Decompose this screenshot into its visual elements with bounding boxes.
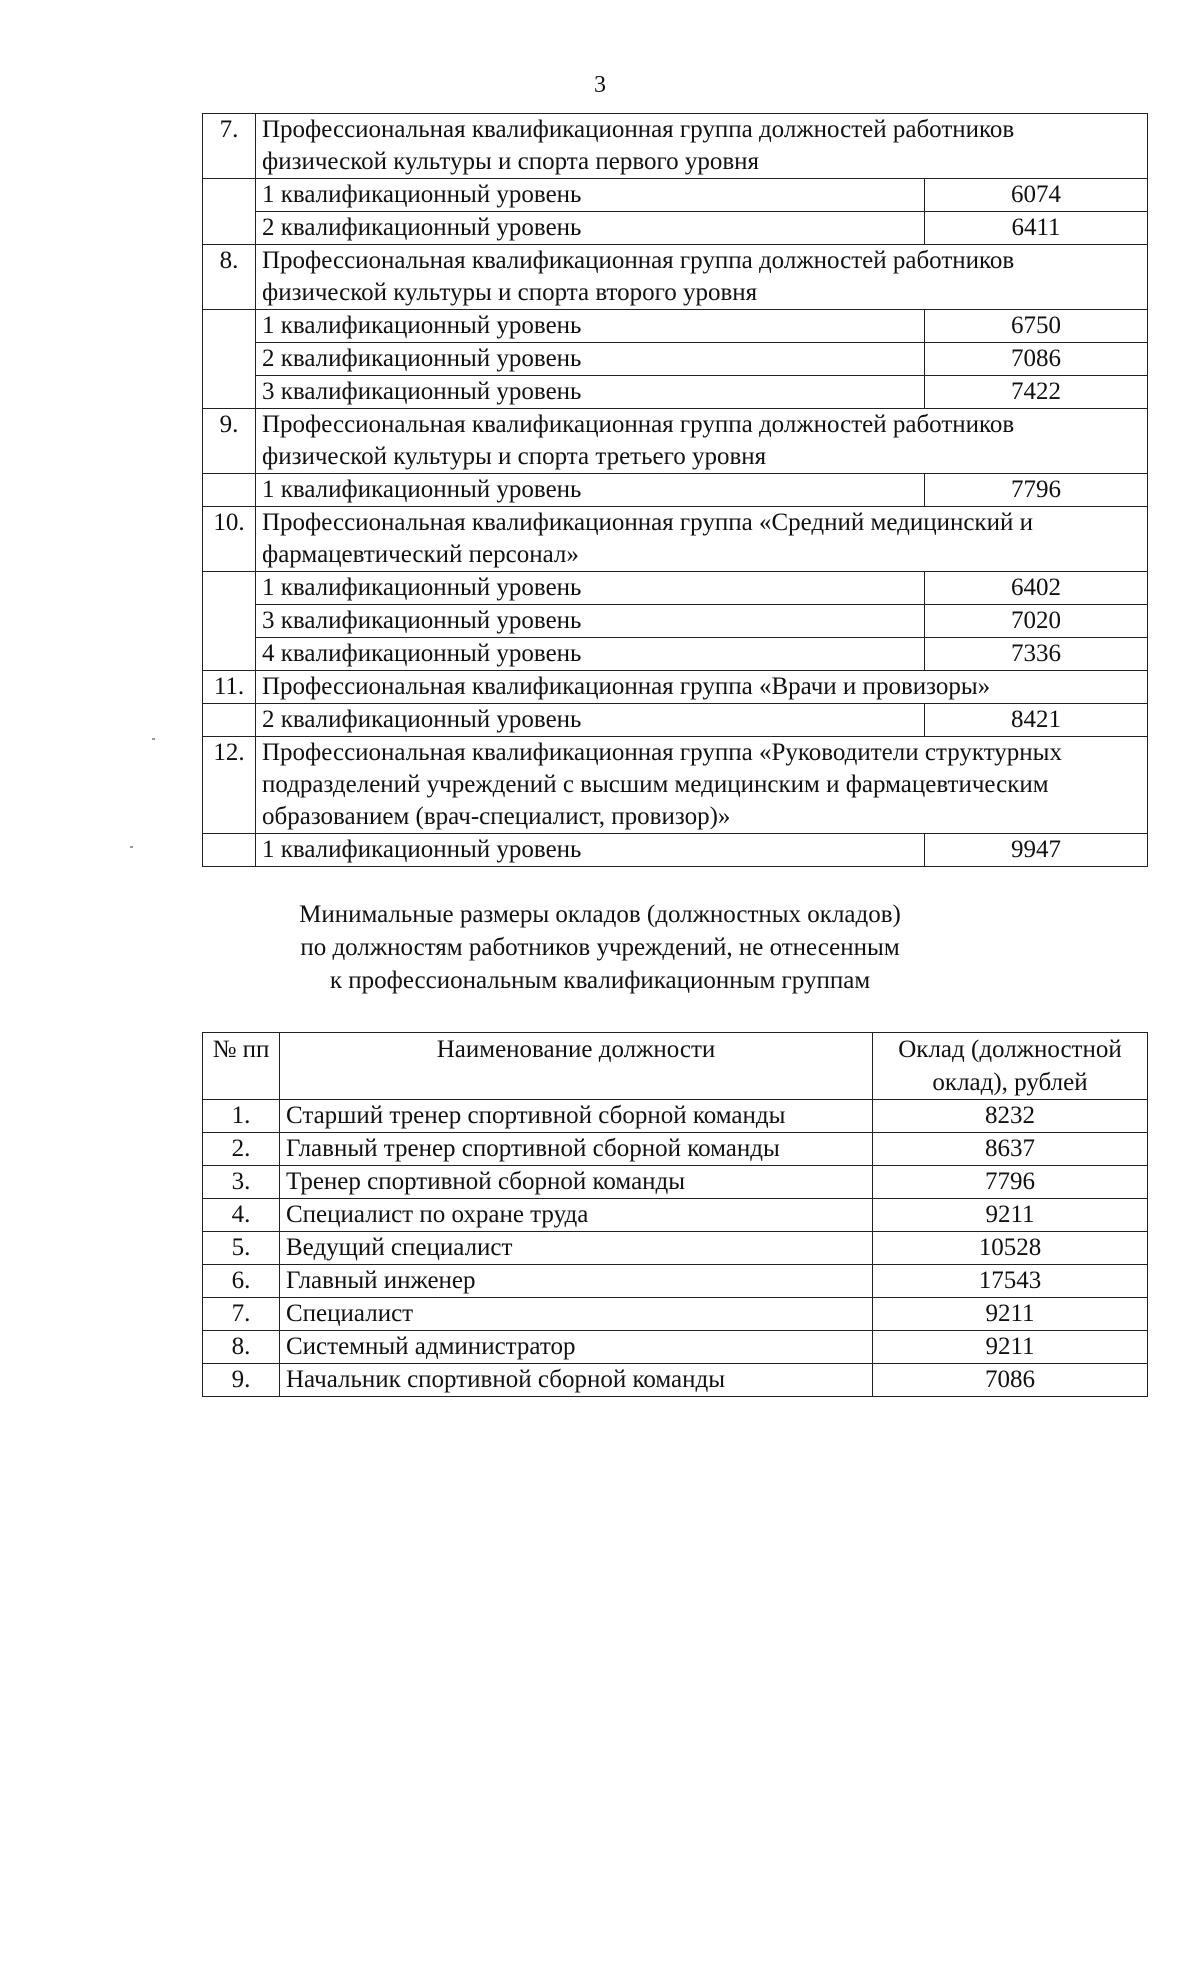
level-row [203, 343, 1148, 376]
level-row [203, 310, 1148, 343]
level-salary: 6750 [925, 310, 1148, 343]
group-title: Профессиональная квалификационная группа «Врачи и провизоры» [256, 671, 1148, 704]
position-name: Ведущий специалист [280, 1232, 873, 1265]
position-name: Специалист [280, 1298, 873, 1331]
row-number: 9. [203, 1364, 280, 1397]
level-salary: 8421 [925, 704, 1148, 737]
row-number: 1. [203, 1100, 280, 1133]
level-label: 1 квалификационный уровень [256, 834, 925, 867]
level-salary: 7796 [925, 474, 1148, 507]
level-label: 3 квалификационный уровень [256, 376, 925, 409]
scan-mark [152, 738, 155, 740]
table-row [203, 1133, 1148, 1166]
level-salary: 6402 [925, 572, 1148, 605]
level-label: 1 квалификационный уровень [256, 474, 925, 507]
table-row [203, 1265, 1148, 1298]
table-row [203, 1100, 1148, 1133]
group-number: 10. [203, 507, 256, 572]
position-salary: 9211 [873, 1331, 1148, 1364]
empty-number-cell [203, 834, 256, 867]
positions-salary-table [202, 1032, 1148, 1397]
group-number: 8. [203, 245, 256, 310]
level-salary: 9947 [925, 834, 1148, 867]
level-salary: 6411 [925, 212, 1148, 245]
level-label: 2 квалификационный уровень [256, 704, 925, 737]
page-number: 3 [594, 72, 606, 98]
group-number: 12. [203, 737, 256, 834]
level-row [203, 212, 1148, 245]
empty-number-cell [203, 704, 256, 737]
table-row [203, 1331, 1148, 1364]
position-salary: 8232 [873, 1100, 1148, 1133]
group-title: Профессиональная квалификационная группа «Руководители структурных подразделений учреждений с высшим медицинским и фармацевтическим образованием (врач-специалист, провизор)» [256, 737, 1148, 834]
position-name: Тренер спортивной сборной команды [280, 1166, 873, 1199]
position-name: Старший тренер спортивной сборной команды [280, 1100, 873, 1133]
caption-line: к профессиональным квалификационным группам [329, 967, 871, 994]
level-salary: 7336 [925, 638, 1148, 671]
position-salary: 9211 [873, 1199, 1148, 1232]
row-number: 3. [203, 1166, 280, 1199]
level-label: 1 квалификационный уровень [256, 310, 925, 343]
qualification-groups-table [202, 113, 1148, 867]
empty-number-cell [203, 572, 256, 671]
header-number: № пп [203, 1033, 280, 1100]
level-salary: 7086 [925, 343, 1148, 376]
group-number: 9. [203, 409, 256, 474]
table-row [203, 1232, 1148, 1265]
group-row [203, 114, 1148, 179]
table-row [203, 1298, 1148, 1331]
position-name: Начальник спортивной сборной команды [280, 1364, 873, 1397]
row-number: 8. [203, 1331, 280, 1364]
level-salary: 7422 [925, 376, 1148, 409]
position-name: Главный инженер [280, 1265, 873, 1298]
level-row [203, 834, 1148, 867]
level-row [203, 605, 1148, 638]
group-title: Профессиональная квалификационная группа должностей работников физической культуры и спорта третьего уровня [256, 409, 1148, 474]
level-label: 1 квалификационный уровень [256, 572, 925, 605]
position-salary: 10528 [873, 1232, 1148, 1265]
level-row [203, 704, 1148, 737]
group-row [203, 245, 1148, 310]
table-row [203, 1364, 1148, 1397]
empty-number-cell [203, 310, 256, 409]
row-number: 2. [203, 1133, 280, 1166]
level-label: 2 квалификационный уровень [256, 212, 925, 245]
group-row [203, 671, 1148, 704]
group-number: 7. [203, 114, 256, 179]
group-row [203, 507, 1148, 572]
position-name: Главный тренер спортивной сборной команды [280, 1133, 873, 1166]
level-row [203, 638, 1148, 671]
position-salary: 9211 [873, 1298, 1148, 1331]
level-label: 3 квалификационный уровень [256, 605, 925, 638]
scan-mark [130, 846, 133, 848]
position-salary: 7796 [873, 1166, 1148, 1199]
level-salary: 6074 [925, 179, 1148, 212]
position-salary: 7086 [873, 1364, 1148, 1397]
group-row [203, 737, 1148, 834]
group-row [203, 409, 1148, 474]
empty-number-cell [203, 474, 256, 507]
row-number: 4. [203, 1199, 280, 1232]
position-name: Специалист по охране труда [280, 1199, 873, 1232]
level-row [203, 572, 1148, 605]
table-row [203, 1199, 1148, 1232]
group-title: Профессиональная квалификационная группа должностей работников физической культуры и спорта второго уровня [256, 245, 1148, 310]
level-salary: 7020 [925, 605, 1148, 638]
row-number: 5. [203, 1232, 280, 1265]
row-number: 6. [203, 1265, 280, 1298]
header-position-name: Наименование должности [280, 1033, 873, 1100]
header-salary: Оклад (должностной оклад), рублей [873, 1033, 1148, 1100]
position-salary: 17543 [873, 1265, 1148, 1298]
level-label: 4 квалификационный уровень [256, 638, 925, 671]
table-header-row [203, 1033, 1148, 1100]
row-number: 7. [203, 1298, 280, 1331]
section-caption [0, 898, 1200, 997]
level-row [203, 179, 1148, 212]
table-row [203, 1166, 1148, 1199]
level-row [203, 376, 1148, 409]
group-title: Профессиональная квалификационная группа «Средний медицинский и фармацевтический персонал» [256, 507, 1148, 572]
caption-line: Минимальные размеры окладов (должностных окладов) [299, 901, 901, 928]
group-title: Профессиональная квалификационная группа должностей работников физической культуры и спорта первого уровня [256, 114, 1148, 179]
empty-number-cell [203, 179, 256, 245]
group-number: 11. [203, 671, 256, 704]
level-label: 2 квалификационный уровень [256, 343, 925, 376]
level-row [203, 474, 1148, 507]
level-label: 1 квалификационный уровень [256, 179, 925, 212]
caption-line: по должностям работников учреждений, не отнесенным [300, 934, 900, 961]
position-name: Системный администратор [280, 1331, 873, 1364]
position-salary: 8637 [873, 1133, 1148, 1166]
